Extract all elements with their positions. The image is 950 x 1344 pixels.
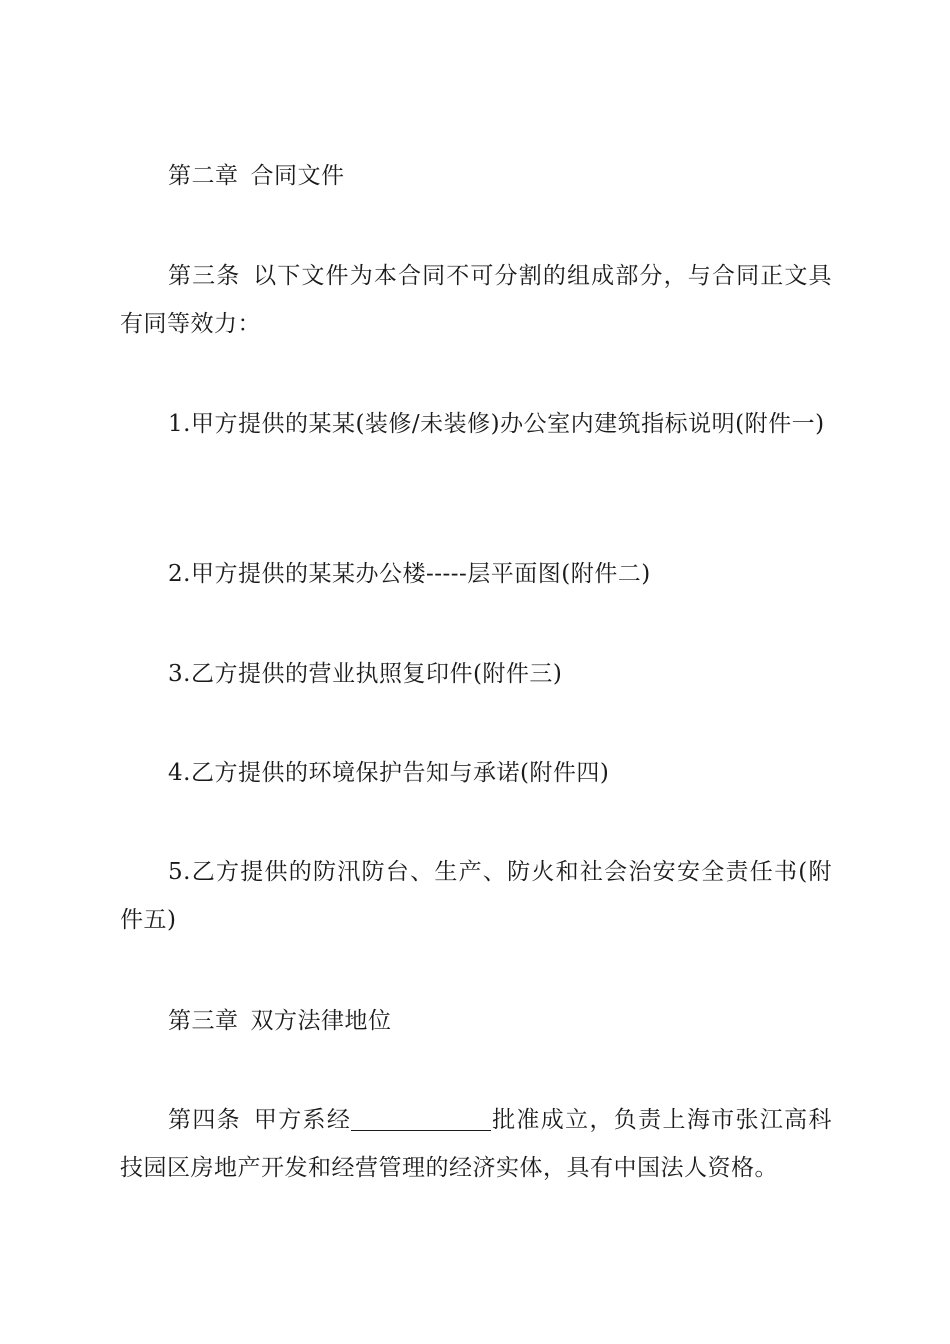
article-3-text: 以下文件为本合同不可分割的组成部分，与合同正文具有同等效力： — [120, 263, 833, 337]
chapter-2-label: 第二章 — [168, 163, 239, 189]
chapter-3-label: 第三章 — [168, 1008, 239, 1034]
chapter-3-title: 双方法律地位 — [250, 1008, 392, 1034]
list-item-1: 1.甲方提供的某某(装修/未装修)办公室内建筑指标说明(附件一) — [168, 411, 825, 437]
list-item-2: 2.甲方提供的某某办公楼-----层平面图(附件二) — [168, 561, 651, 587]
article-4 — [120, 1096, 832, 1192]
chapter-2-title: 合同文件 — [250, 163, 345, 189]
chapter-3-heading — [120, 997, 832, 1045]
list-item-4: 4.乙方提供的环境保护告知与承诺(附件四) — [168, 760, 610, 786]
list-item-5: 5.乙方提供的防汛防台、生产、防火和社会治安安全责任书(附件五) — [120, 859, 832, 933]
list-item-3: 3.乙方提供的营业执照复印件(附件三) — [168, 661, 563, 687]
article-3 — [120, 252, 832, 348]
article-3-label: 第三条 — [168, 263, 241, 289]
article-4-text-before: 甲方系经 — [253, 1107, 352, 1133]
chapter-2-heading — [120, 152, 832, 200]
article-4-text-after: 批准成立，负责上海市张江高科技园区房地产开发和经营管理的经济实体，具有中国法人资格。 — [120, 1107, 833, 1181]
fill-in-blank — [351, 1108, 491, 1131]
article-4-label: 第四条 — [168, 1107, 242, 1133]
